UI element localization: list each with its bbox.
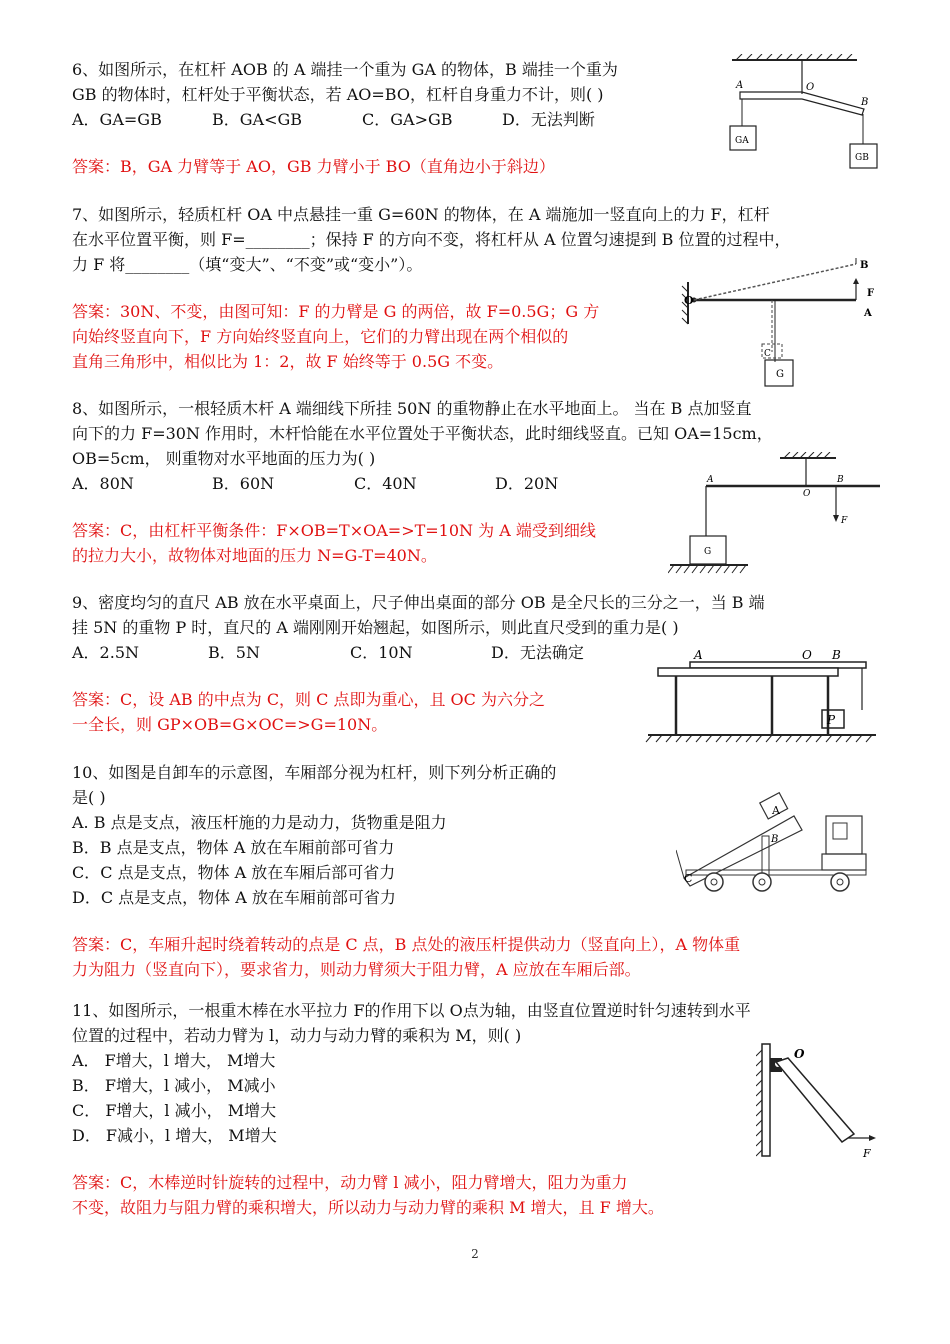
- figure-dump-truck: [676, 790, 874, 898]
- answer-line-1: 答案：C，设 AB 的中点为 C，则 C 点即为重心，且 OC 为六分之: [72, 690, 546, 709]
- answer-line-1: 答案：30N、不变，由图可知：F 的力臂是 G 的两倍，故 F=0.5G；G 方: [72, 302, 600, 321]
- question-7-stem-line-3: 力 F 将________（填“变大”、“不变”或“变小”）。: [72, 255, 423, 274]
- label-c: C: [684, 872, 693, 885]
- question-10-stem-line-1: 10、如图是自卸车的示意图，车厢部分视为杠杆，则下列分析正确的: [72, 763, 557, 782]
- label-b: B: [837, 475, 844, 485]
- option-c: C．10N: [350, 643, 413, 662]
- figure-lever-oa: [680, 252, 880, 397]
- label-f: F: [841, 516, 848, 526]
- option-c: C．C 点是支点，物体 A 放在车厢后部可省力: [72, 863, 396, 882]
- question-9-stem-line-1: 9、密度均匀的直尺 AB 放在水平桌面上，尺子伸出桌面的部分 OB 是全尺长的三分之一，当 B 端: [72, 593, 765, 612]
- question-11-stem-line-1: 11、如图所示，一根重木棒在水平拉力 F的作用下以 O点为轴，由竖直位置逆时针匀速转到水平: [72, 1001, 751, 1020]
- label-o: O: [802, 648, 812, 662]
- label-g: G: [704, 547, 712, 557]
- question-10-answer: [72, 932, 740, 982]
- question-6-answer: 答案：B，GA 力臂等于 AO，GB 力臂小于 BO（直角边小于斜边）: [72, 157, 555, 176]
- question-11-stem-line-2: 位置的过程中，若动力臂为 l，动力与动力臂的乘积为 M，则( ): [72, 1026, 522, 1045]
- option-b: B．GA<GB: [212, 110, 303, 129]
- answer-line-3: 直角三角形中，相似比为 1：2，故 F 始终等于 0.5G 不变。: [72, 352, 504, 371]
- answer-line-1: 答案：C，车厢升起时绕着转动的点是 C 点，B 点处的液压杆提供动力（竖直向上），A 物体重: [72, 935, 741, 954]
- label-c: C: [764, 349, 771, 359]
- option-b: B．5N: [208, 643, 260, 662]
- label-gb: GB: [855, 153, 869, 163]
- label-f: F: [863, 1147, 871, 1160]
- label-b: B: [861, 97, 869, 108]
- option-a: A．GA=GB: [72, 110, 162, 129]
- label-o: O: [806, 82, 815, 93]
- answer-line-1: 答案：C，木棒逆时针旋转的过程中，动力臂 l 减小，阻力臂增大，阻力为重力: [72, 1173, 628, 1192]
- figure-rotating-rod: [756, 1040, 880, 1164]
- question-6: [72, 57, 618, 179]
- label-b: B: [832, 648, 841, 662]
- option-d: D．C 点是支点，物体 A 放在车厢前部可省力: [72, 888, 396, 907]
- label-b: B: [771, 834, 779, 845]
- answer-line-2: 力为阻力（竖直向下），要求省力，则动力臂须大于阻力臂，A 应放在车厢后部。: [72, 960, 641, 979]
- question-8-stem-line-1: 8、如图所示，一根轻质木杆 A 端细线下所挂 50N 的重物静止在水平地面上。 当在 B 点加竖直: [72, 399, 752, 418]
- question-7-stem-line-1: 7、如图所示，轻质杠杆 OA 中点悬挂一重 G=60N 的物体，在 A 端施加一竖直向上的力 F，杠杆: [72, 205, 770, 224]
- figure-ruler-table: [640, 646, 880, 744]
- option-a: A. B 点是支点，液压杆施的力是动力，货物重是阻力: [72, 813, 447, 832]
- label-p: P: [827, 713, 836, 727]
- option-d: D． F减小，l 增大， M增大: [72, 1126, 277, 1145]
- answer-line-2: 一全长，则 GP×OB=G×OC=>G=10N。: [72, 715, 388, 734]
- option-c: C． F增大，l 减小， M增大: [72, 1101, 277, 1120]
- answer-line-2: 的拉力大小，故物体对地面的压力 N=G-T=40N。: [72, 546, 437, 565]
- figure-lever-aob: [722, 54, 884, 174]
- answer-line-2: 不变，故阻力与阻力臂的乘积增大，所以动力与动力臂的乘积 M 增大，且 F 增大。: [72, 1198, 664, 1217]
- option-b: B． F增大，l 减小， M减小: [72, 1076, 276, 1095]
- option-c: C．GA>GB: [362, 110, 453, 129]
- question-7-stem-line-2: 在水平位置平衡，则 F=________；保持 F 的方向不变，将杠杆从 A 位置匀速提到 B 位置的过程中，: [72, 230, 791, 249]
- question-6-stem-line-1: 6、如图所示，在杠杆 AOB 的 A 端挂一个重为 GA 的物体，B 端挂一个重为: [72, 60, 618, 79]
- label-a: A: [707, 475, 714, 485]
- label-ga: GA: [735, 136, 749, 146]
- option-b: B．60N: [212, 474, 275, 493]
- question-9-stem-line-2: 挂 5N 的重物 P 时，直尺的 A 端刚刚开始翘起，如图所示，则此直尺受到的重力是( ): [72, 618, 679, 637]
- option-a: A．2.5N: [72, 643, 140, 662]
- label-o: O: [684, 294, 694, 307]
- label-o: O: [803, 489, 811, 499]
- label-f: F: [867, 288, 875, 299]
- option-d: D．20N: [495, 474, 559, 493]
- page-number: 2: [471, 1247, 479, 1261]
- option-c: C．40N: [354, 474, 417, 493]
- label-b: B: [860, 260, 869, 271]
- question-11: [72, 998, 751, 1220]
- question-11-answer: [72, 1170, 751, 1220]
- option-d: D．无法确定: [491, 643, 584, 662]
- label-a: A: [694, 648, 703, 662]
- question-10: [72, 760, 740, 982]
- label-g: G: [776, 369, 784, 380]
- label-a: A: [772, 804, 780, 817]
- option-b: B．B 点是支点，物体 A 放在车厢前部可省力: [72, 838, 395, 857]
- label-a: A: [864, 308, 872, 319]
- answer-line-2: 向始终竖直向下，F 方向始终竖直向上，它们的力臂出现在两个相似的: [72, 327, 569, 346]
- figure-lever-ground: [668, 452, 880, 578]
- label-a: A: [736, 80, 744, 91]
- answer-line-1: 答案：C，由杠杆平衡条件：F×OB=T×OA=>T=10N 为 A 端受到细线: [72, 521, 596, 540]
- option-a: A． F增大，l 增大， M增大: [72, 1051, 276, 1070]
- question-8-stem-line-2: 向下的力 F=30N 作用时，木杆恰能在水平位置处于平衡状态，此时细线竖直。已知 OA=15cm，: [72, 424, 773, 443]
- question-10-stem-line-2: 是( ): [72, 788, 106, 807]
- option-d: D．无法判断: [502, 110, 595, 129]
- question-8-stem-line-3: OB=5cm， 则重物对水平地面的压力为( ): [72, 449, 376, 468]
- question-6-stem-line-2: GB 的物体时，杠杆处于平衡状态，若 AO=BO，杠杆自身重力不计，则( ): [72, 85, 604, 104]
- question-6-options: [72, 107, 618, 132]
- option-a: A．80N: [72, 474, 134, 493]
- label-o: O: [794, 1047, 805, 1061]
